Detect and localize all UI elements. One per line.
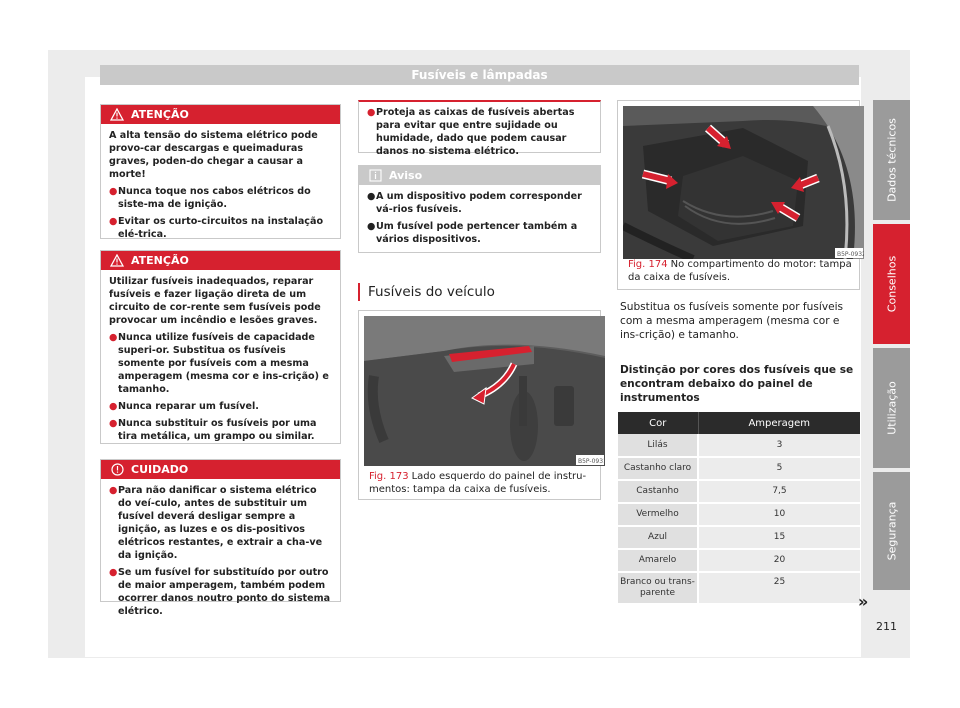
tab-dados-tecnicos[interactable]: Dados técnicos — [873, 100, 910, 220]
fuse-color-table — [618, 412, 860, 605]
warning-intro: A alta tensão do sistema elétrico pode provo-car descargas e queimaduras graves, poden-do chegar a causar a morte! — [109, 130, 318, 180]
note-title: Aviso — [389, 169, 423, 182]
list-item: ● Para não danificar o sistema elétrico do veí-culo, antes de substituir um fusível deverá desligar sempre a ignição, as luzes e os dis-positivos elétricos restantes, e extrair a cha-ve da ignição. — [109, 485, 323, 561]
figure-caption: Fig. 173 Lado esquerdo do painel de instru-mentos: tampa da caixa de fusíveis. — [369, 471, 587, 495]
table-row: Branco ou trans-parente 25 — [618, 572, 860, 604]
list-item: ● Nunca toque nos cabos elétricos do siste-ma de ignição. — [109, 186, 311, 210]
note-header — [359, 166, 600, 185]
tab-seguranca[interactable]: Segurança — [873, 472, 910, 590]
figure-code: B5P-0932 — [837, 251, 864, 258]
fuse-box-cover-dashboard-image — [364, 316, 605, 470]
warning-title: ATENÇÃO — [131, 254, 189, 267]
list-item: ● A um dispositivo podem corresponder vá-rios fusíveis. — [367, 191, 582, 215]
list-item: ● Nunca utilize fusíveis de capacidade superi-or. Substitua os fusíveis somente por fusíveis com a mesma amperagem (mesma cor e ins-crição) e tamanho. — [109, 332, 329, 395]
table-row: Azul 15 — [618, 526, 860, 549]
list-item: ● Proteja as caixas de fusíveis abertas para evitar que entre sujidade ou humidade, dado que podem causar danos no sistema elétrico. — [367, 107, 575, 157]
figure-173 — [358, 310, 605, 500]
warning-triangle-icon — [109, 253, 125, 269]
table-row: Castanho claro 5 — [618, 457, 860, 480]
caution-header — [101, 460, 340, 479]
table-row: Lilás 3 — [618, 434, 860, 457]
list-item: ● Evitar os curto-circuitos na instalação elé-trica. — [109, 216, 324, 240]
warning-header — [101, 251, 340, 270]
exclamation-circle-icon — [109, 462, 125, 478]
figure-code: B5P-0931 — [578, 458, 605, 465]
tab-utilizacao[interactable]: Utilização — [873, 348, 910, 468]
warning-box-continued — [358, 100, 601, 157]
table-row: Amarelo 20 — [618, 549, 860, 572]
continue-mark: » — [858, 592, 869, 611]
table-row: Castanho 7,5 — [618, 480, 860, 503]
fuse-box-cover-engine-image — [623, 106, 864, 263]
warning-box-fuses — [100, 250, 341, 444]
figure-caption: Fig. 174 No compartimento do motor: tampa da caixa de fusíveis. — [628, 259, 852, 283]
warning-triangle-icon — [109, 107, 125, 123]
warning-intro: Utilizar fusíveis inadequados, reparar fusíveis e fazer ligação direta de um circuito de cor-rente sem fusíveis pode provocar um incêndio e lesões graves. — [109, 276, 321, 326]
page-number: 211 — [876, 620, 897, 633]
table-row: Vermelho 10 — [618, 503, 860, 526]
column-header: Amperagem — [698, 412, 860, 434]
column-header: Cor — [618, 412, 698, 434]
info-icon — [367, 168, 383, 184]
body-paragraph: Substitua os fusíveis somente por fusíveis com a mesma amperagem (mesma cor e ins-crição) e tamanho. — [620, 301, 844, 341]
list-item: ● Nunca reparar um fusível. — [109, 401, 259, 412]
list-item: ● Nunca substituir os fusíveis por uma tira metálica, um grampo ou similar. — [109, 418, 317, 442]
warning-title: ATENÇÃO — [131, 108, 189, 121]
table-header-row — [618, 412, 860, 434]
section-title: Fusíveis do veículo — [358, 283, 495, 301]
warning-header — [101, 105, 340, 124]
warning-box-high-voltage — [100, 104, 341, 239]
caution-title: CUIDADO — [131, 463, 189, 476]
list-item: ● Se um fusível for substituído por outro de maior amperagem, também podem ocorrer danos noutro ponto do sistema elétrico. — [109, 567, 331, 617]
tab-conselhos[interactable]: Conselhos — [873, 224, 910, 344]
page-header: Fusíveis e lâmpadas — [100, 65, 859, 85]
note-box — [358, 165, 601, 253]
table-title: Distinção por cores dos fusíveis que se encontram debaixo do painel de instrumentos — [620, 364, 854, 404]
caution-box — [100, 459, 341, 617]
list-item: ● Um fusível pode pertencer também a vários dispositivos. — [367, 221, 578, 245]
figure-174 — [617, 100, 864, 290]
